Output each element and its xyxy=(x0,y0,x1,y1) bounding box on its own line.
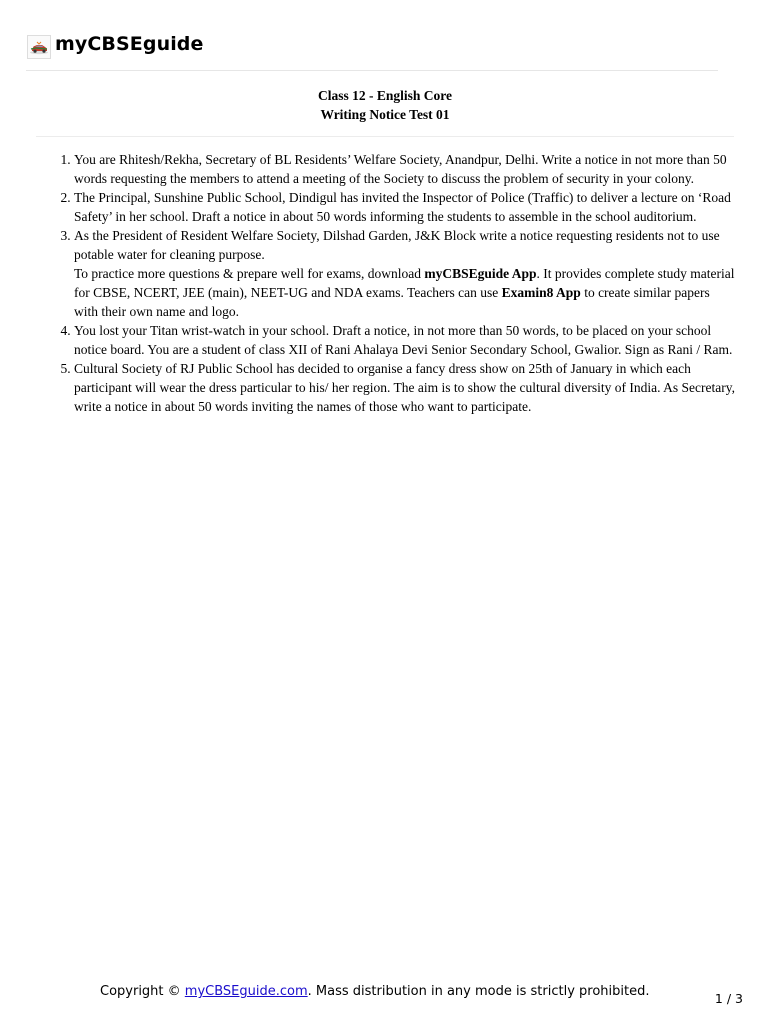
page-number: 1 / 3 xyxy=(714,991,743,1006)
brand-name: myCBSEguide xyxy=(55,33,204,55)
question-text: As the President of Resident Welfare Society, Dilshad Garden, J&K Block write a notice requesting residents not to use potable water for cleaning purpose. xyxy=(74,228,720,262)
question-item: 1. You are Rhitesh/Rekha, Secretary of BL Residents’ Welfare Society, Anandpur, Delhi. Write a notice in not more than 50 words requesting the members to attend a meeting of the Society to discuss the problem of security in your colony. xyxy=(74,150,736,188)
site-link[interactable]: myCBSEguide.com xyxy=(184,984,308,999)
question-item: 2. The Principal, Sunshine Public School, Dindigul has invited the Inspector of Police (Traffic) to deliver a lecture on ‘Road Safety’ in her school. Draft a notice in about 50 words informing the students to assemble in the school auditorium. xyxy=(74,188,736,226)
document-titles xyxy=(36,86,734,137)
promo-text-3: to create similar papers with their own name and logo. xyxy=(74,285,710,319)
site-header xyxy=(26,30,718,71)
question-item: 5. Cultural Society of RJ Public School has decided to organise a fancy dress show on 25th of January in which each participant will wear the dress particular to his/ her region. The aim is to show the cultural diversity of India. As Secretary, write a notice in about 50 words inviting the names of those who want to participate. xyxy=(74,359,736,416)
car-logo-icon xyxy=(27,35,51,59)
question-item xyxy=(74,226,736,321)
promo-app-name-2: Examin8 App xyxy=(501,285,581,300)
class-title: Class 12 - English Core xyxy=(317,88,453,103)
test-title: Writing Notice Test 01 xyxy=(320,107,450,122)
promo-text-1: To practice more questions & prepare well for exams, download xyxy=(74,266,425,281)
question-item: 4. You lost your Titan wrist-watch in your school. Draft a notice, in not more than 50 words, to be placed on your school notice board. You are a student of class XII of Rani Ahalaya Devi Senior Secondary School, Gwalior. Sign as Rani / Ram. xyxy=(74,321,736,359)
promo-text xyxy=(74,266,734,319)
promo-app-name: myCBSEguide App xyxy=(424,266,537,281)
promo-text-2: . It provides complete study material for CBSE, NCERT, JEE (main), NEET-UG and NDA exams. Teachers can use xyxy=(74,266,735,300)
copyright-footer xyxy=(100,984,649,999)
question-list xyxy=(36,150,736,416)
copyright-prefix: Copyright © xyxy=(100,984,185,999)
copyright-suffix: . Mass distribution in any mode is strictly prohibited. xyxy=(307,984,650,999)
